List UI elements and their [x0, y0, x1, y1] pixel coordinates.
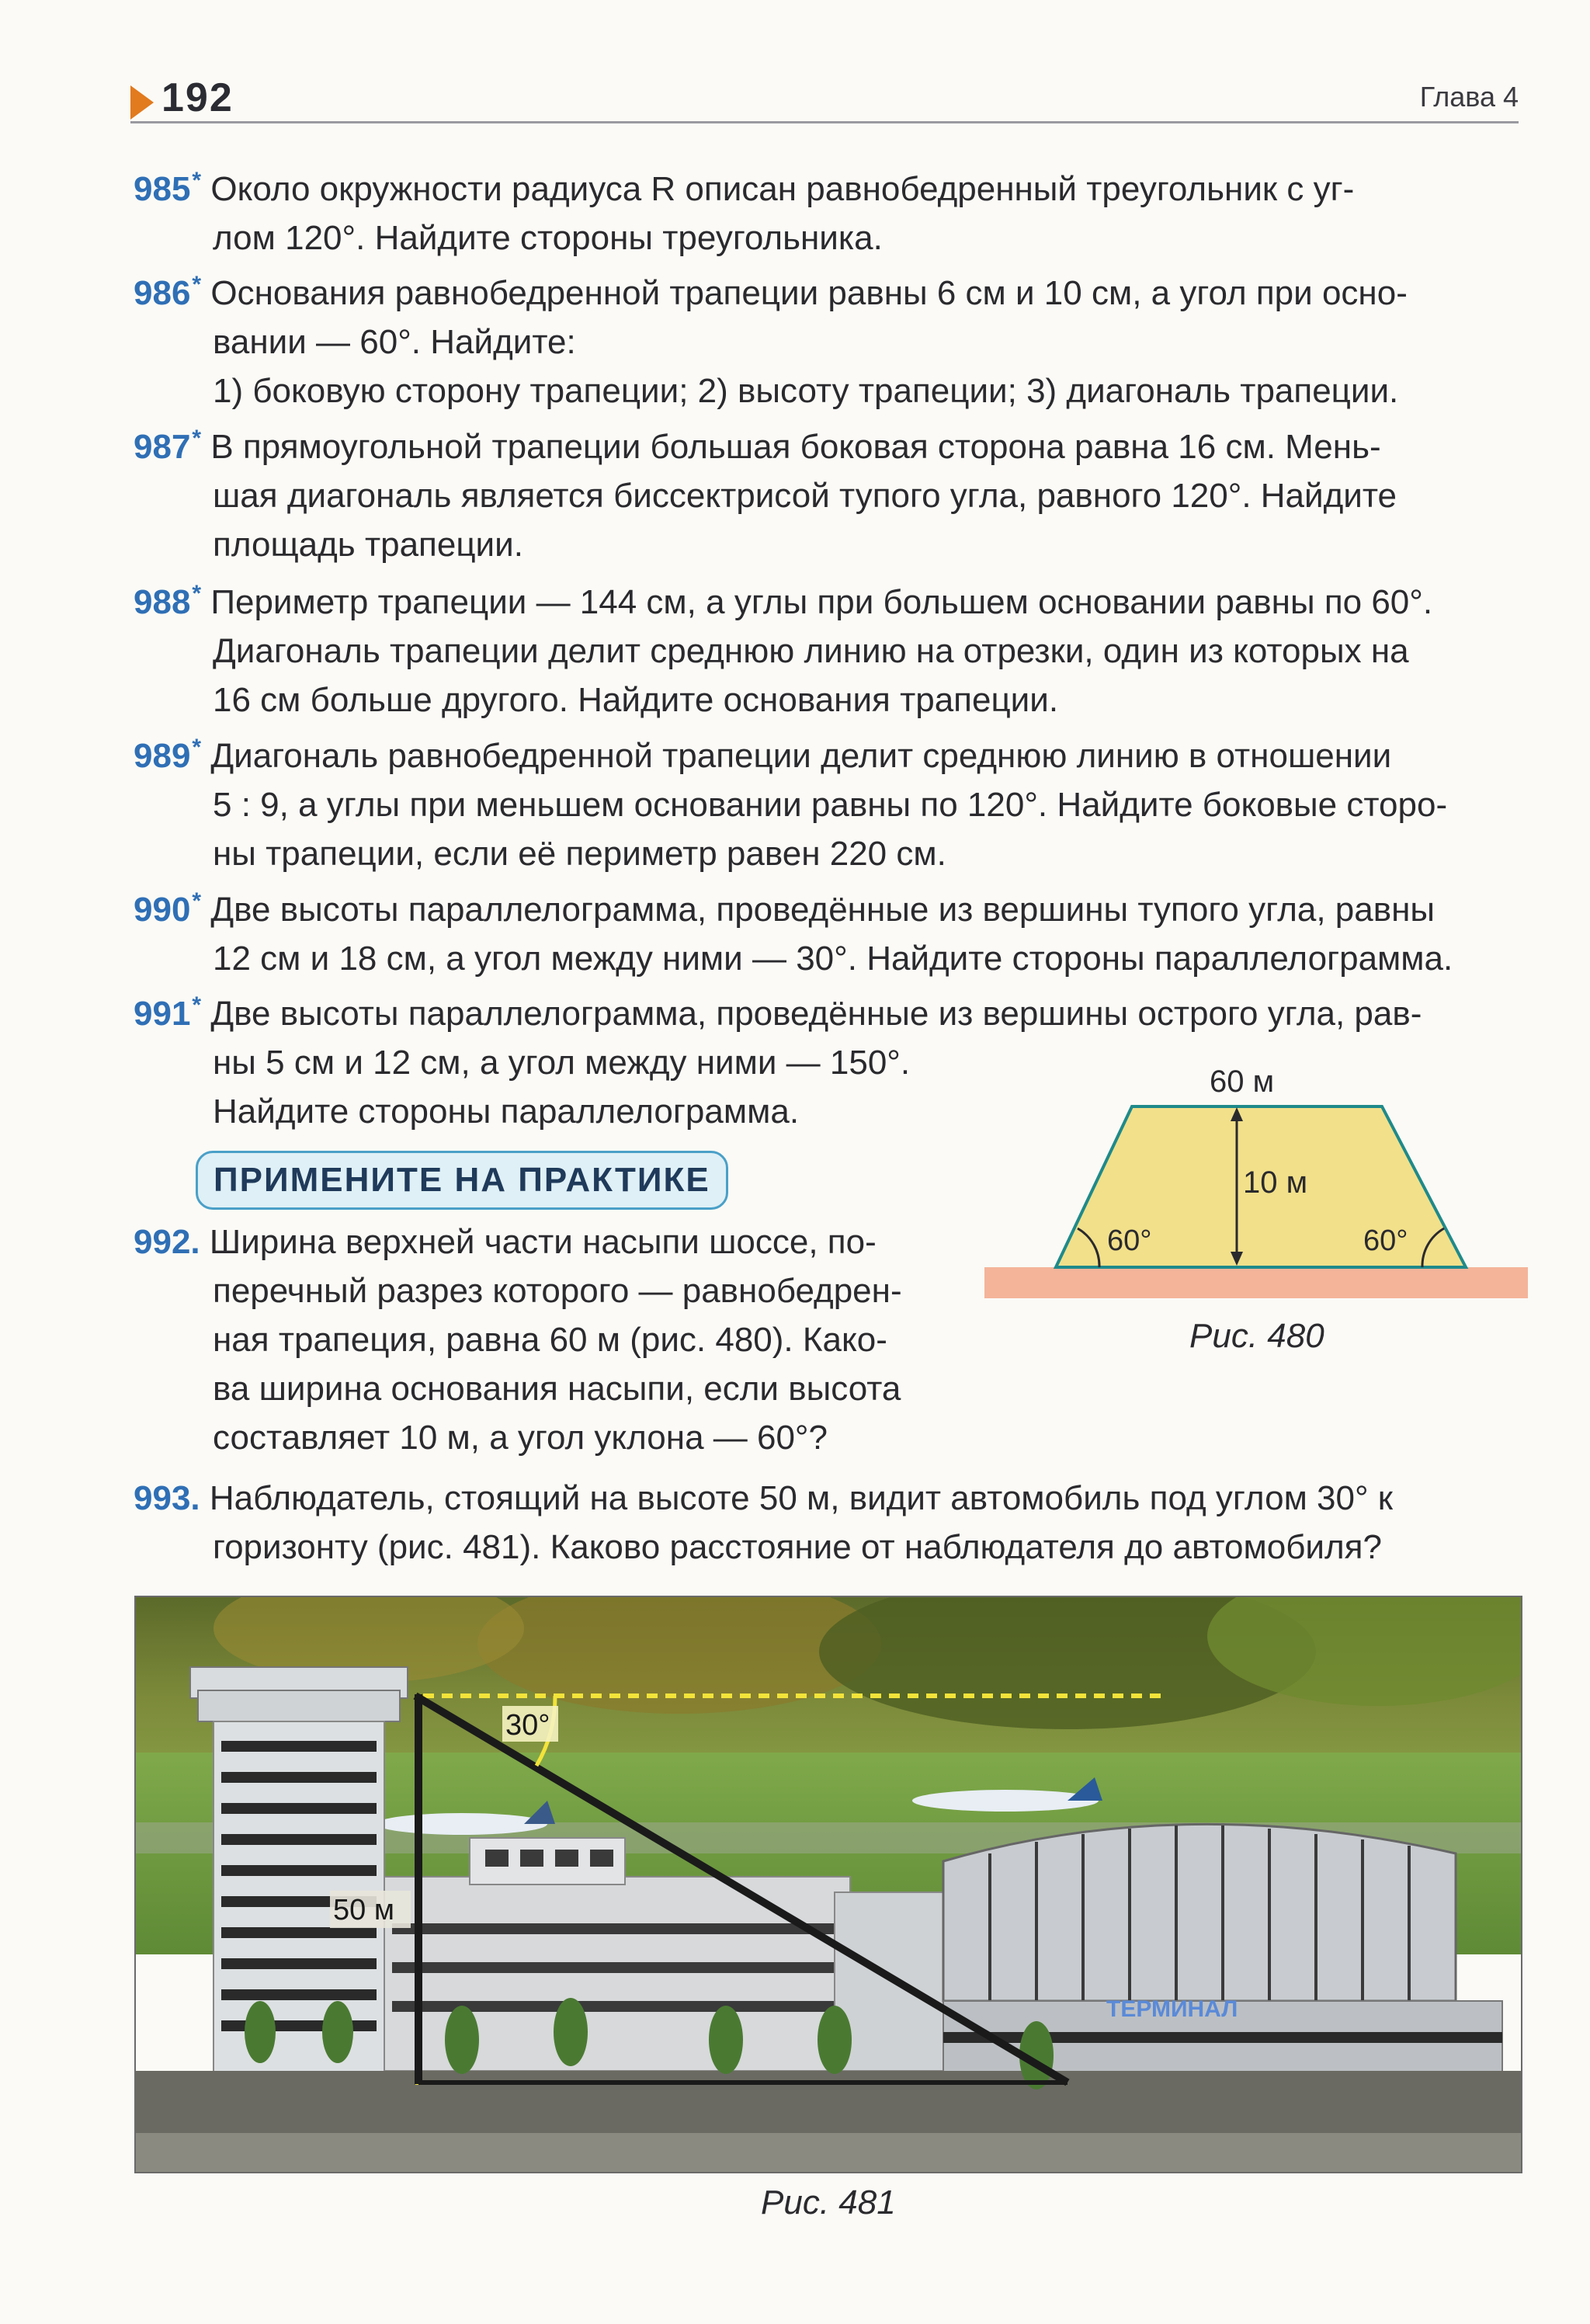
problem-number: 993 — [134, 1479, 191, 1517]
problem-number: 986 — [134, 274, 191, 312]
embankment-diagram — [984, 1064, 1528, 1320]
problem-number: 988 — [134, 583, 191, 621]
problem-text-line: 1) боковую сторону трапеции; 2) высоту трапеции; 3) диагональ трапеции. — [213, 372, 1399, 410]
height-label: 10 м — [1243, 1165, 1308, 1200]
problem-text-line: площадь трапеции. — [213, 526, 523, 564]
problem-number: 987 — [134, 428, 191, 466]
difficulty-star: * — [192, 992, 202, 1019]
problem-text-line: Ширина верхней части насыпи шоссе, по- — [209, 1223, 877, 1261]
problem-text-line: Около окружности радиуса R описан равнобедренный треугольник с уг- — [210, 170, 1355, 208]
problem-text-line: Периметр трапеции — 144 см, а углы при большем основании равны по 60°. — [210, 583, 1433, 621]
problem-text-line: ная трапеция, равна 60 м (рис. 480). Како- — [213, 1321, 887, 1359]
problem-text-line: 12 см и 18 см, а угол между ними — 30°. Найдите стороны параллелограмма. — [213, 940, 1453, 978]
figure-480-caption: Рис. 480 — [1189, 1317, 1324, 1355]
figure-481-caption: Рис. 481 — [761, 2183, 896, 2222]
problem-text-line: горизонту (рис. 481). Каково расстояние от наблюдателя до автомобиля? — [213, 1528, 1382, 1566]
control-tower — [190, 1667, 408, 2079]
problem-text-line: Диагональ равнобедренной трапеции делит среднюю линию в отношении — [210, 737, 1392, 775]
problem-text-line: 16 см больше другого. Найдите основания трапеции. — [213, 681, 1059, 719]
terminal-building — [384, 1824, 1502, 2086]
problem-990 — [134, 885, 1523, 983]
section-banner: ПРИМЕНИТЕ НА ПРАКТИКЕ — [196, 1151, 728, 1210]
problem-number: 992 — [134, 1223, 191, 1261]
problem-989 — [134, 731, 1523, 878]
problem-number: 990 — [134, 891, 191, 929]
left-angle-label: 60° — [1107, 1225, 1152, 1257]
header-divider — [130, 121, 1519, 123]
problem-number: 989 — [134, 737, 191, 775]
problem-text-line: ны 5 см и 12 см, а угол между ними — 150°. — [213, 1044, 911, 1082]
problem-987 — [134, 422, 1523, 569]
problem-number: 991 — [134, 995, 191, 1033]
difficulty-star: * — [192, 735, 202, 761]
problem-988 — [134, 578, 1523, 724]
problem-text-line: Две высоты параллелограмма, проведённые из вершины острого угла, рав- — [210, 995, 1422, 1033]
airport-scene — [136, 1597, 1521, 2172]
problem-text-line: вании — 60°. Найдите: — [213, 323, 576, 361]
problem-992: 992. Ширина верхней части насыпи шоссе, по- перечный разрез которого — равнобедрен- ная трапеция, равна 60 м (рис. 480). Како- ва ширина основания насыпи, если высота составляет 10 м, а угол уклона — 60°? — [134, 1218, 956, 1462]
problem-text-line: Две высоты параллелограмма, проведённые из вершины тупого угла, равны — [210, 891, 1436, 929]
page-number: 192 — [161, 75, 234, 120]
problem-text-line: ва ширина основания насыпи, если высота — [213, 1370, 901, 1408]
top-width-label: 60 м — [1210, 1065, 1275, 1099]
problem-text-line: В прямоугольной трапеции большая боковая сторона равна 16 см. Мень- — [210, 428, 1381, 466]
difficulty-star: * — [192, 426, 202, 452]
problem-993: 993. Наблюдатель, стоящий на высоте 50 м, видит автомобиль под углом 30° к горизонту (рис. 481). Каково расстояние от наблюдателя до автомобиля? — [134, 1474, 1523, 1572]
problem-number: 985 — [134, 170, 191, 208]
problem-986 — [134, 269, 1523, 415]
problem-text-line: Основания равнобедренной трапеции равны 6 см и 10 см, а угол при осно- — [210, 274, 1408, 312]
problem-text-line: 5 : 9, а углы при меньшем основании равны по 120°. Найдите боковые сторо- — [213, 786, 1448, 824]
terminal-sign: ТЕРМИНАЛ — [1106, 1996, 1238, 2022]
ground-strip — [984, 1267, 1528, 1298]
problem-text-line: перечный разрез которого — равнобедрен- — [213, 1272, 902, 1310]
difficulty-star: * — [192, 272, 202, 298]
figure-480-embankment — [984, 1064, 1528, 1320]
chapter-label: Глава 4 — [1419, 81, 1519, 113]
problem-text-line: шая диагональ является биссектрисой тупого угла, равного 120°. Найдите — [213, 477, 1397, 515]
problem-text-line: Наблюдатель, стоящий на высоте 50 м, видит автомобиль под углом 30° к — [209, 1479, 1394, 1517]
difficulty-star: * — [192, 168, 202, 194]
problem-text-line: Найдите стороны параллелограмма. — [213, 1093, 800, 1131]
height-label: 50 м — [333, 1894, 394, 1926]
right-angle-label: 60° — [1363, 1225, 1408, 1257]
problem-985 — [134, 165, 1523, 262]
angle-label: 30° — [505, 1709, 550, 1742]
difficulty-star: * — [192, 581, 202, 607]
problem-text-line: лом 120°. Найдите стороны треугольника. — [213, 219, 883, 257]
problem-text-line: составляет 10 м, а угол уклона — 60°? — [213, 1419, 828, 1457]
problem-text-line: Диагональ трапеции делит среднюю линию на отрезки, один из которых на — [213, 632, 1409, 670]
figure-481-airport-photo — [134, 1596, 1522, 2173]
difficulty-star: * — [192, 888, 202, 915]
problem-text-line: ны трапеции, если её периметр равен 220 см. — [213, 835, 946, 873]
